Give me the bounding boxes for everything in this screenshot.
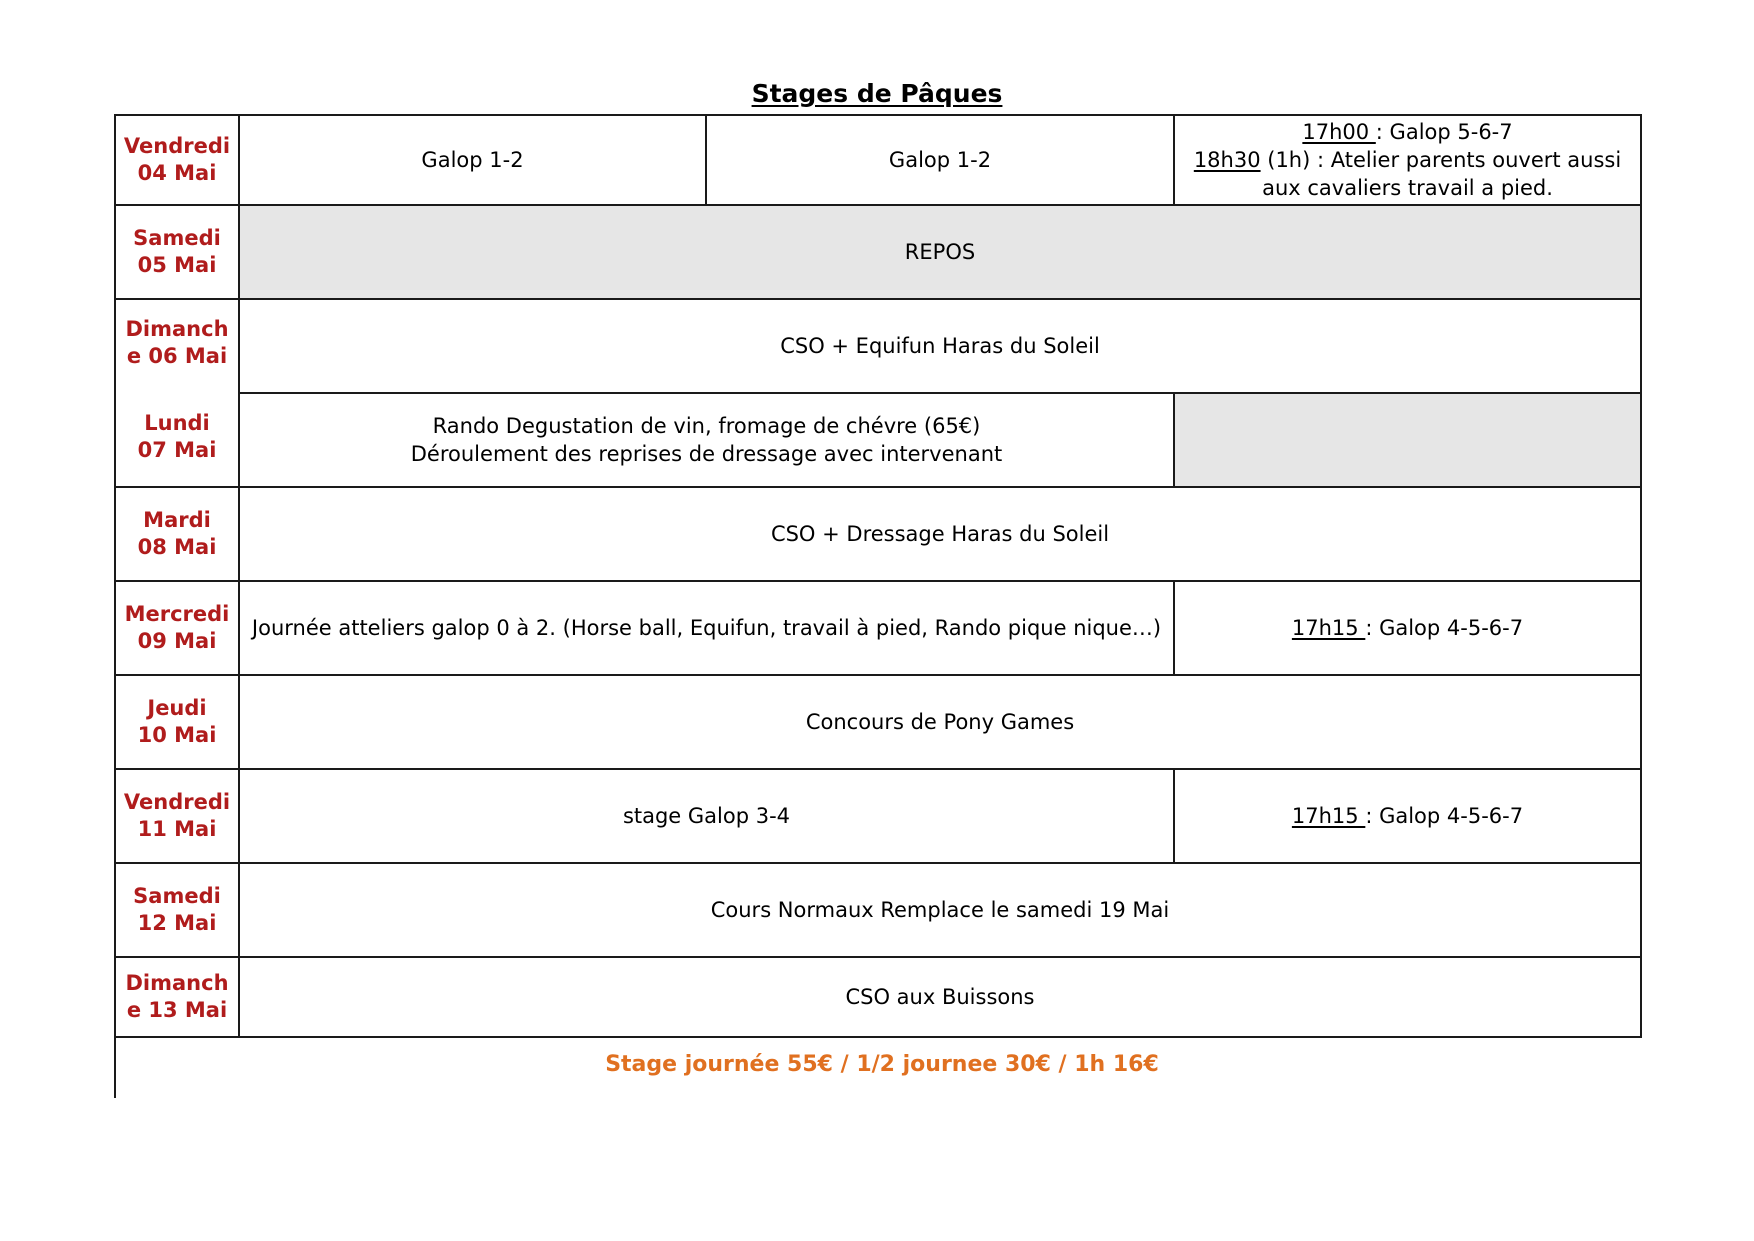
schedule-line (1292, 614, 1523, 642)
day-name: Vendredi (123, 134, 231, 158)
activity-text: : Galop 4-5-6-7 (1365, 616, 1524, 640)
activity-cell (238, 674, 1642, 770)
day-cell (114, 862, 240, 958)
day-cell (114, 114, 240, 206)
activity-text: : Galop 5-6-7 (1375, 120, 1513, 144)
activity-cell (238, 392, 1175, 488)
day-date: 09 Mai (137, 629, 217, 653)
day-name: Jeudi (147, 696, 207, 720)
activity-text: CSO + Dressage Haras du Soleil (770, 522, 1110, 546)
empty-grey-cell (1173, 392, 1642, 488)
day-cell (114, 580, 240, 676)
activity-cell (705, 114, 1175, 206)
schedule-line (1302, 118, 1512, 146)
day-group-bottom (116, 410, 238, 464)
activity-text: aux cavaliers travail a pied. (1262, 176, 1553, 200)
activity-text: : Galop 4-5-6-7 (1365, 804, 1524, 828)
activity-cell (238, 956, 1642, 1038)
day-date: 07 Mai (137, 438, 217, 462)
day-cell (114, 204, 240, 300)
activity-cell (238, 486, 1642, 582)
activity-cell (238, 862, 1642, 958)
day-cell (114, 674, 240, 770)
time-label: 17h15 (1291, 616, 1366, 640)
day-date: 05 Mai (137, 253, 217, 277)
activity-cell (238, 580, 1175, 676)
day-name: Dimanch (125, 317, 229, 341)
day-name: Samedi (133, 226, 221, 250)
day-date: 10 Mai (137, 723, 217, 747)
day-name: Mercredi (124, 602, 230, 626)
time-label: 17h00 (1302, 120, 1376, 144)
rest-cell (238, 204, 1642, 300)
activity-text: Journée atteliers galop 0 à 2. (Horse ball, Equifun, travail à pied, Rando pique nique…) (251, 616, 1162, 640)
activity-text: Déroulement des reprises de dressage avec intervenant (410, 442, 1003, 466)
activity-cell (1173, 580, 1642, 676)
day-cell (114, 956, 240, 1038)
day-date: 08 Mai (137, 535, 217, 559)
activity-text: stage Galop 3-4 (622, 804, 791, 828)
day-group-top (116, 316, 238, 370)
day-date: e 06 Mai (126, 344, 228, 368)
day-date: e 13 Mai (126, 998, 228, 1022)
day-name: Lundi (144, 411, 210, 435)
page-title: Stages de Pâques (751, 79, 1003, 108)
activity-cell (1173, 768, 1642, 864)
time-label: 18h30 (1193, 148, 1261, 172)
day-cell (114, 768, 240, 864)
day-cell (114, 298, 240, 488)
activity-text: CSO aux Buissons (845, 985, 1035, 1009)
day-name: Dimanch (125, 971, 229, 995)
activity-text: Cours Normaux Remplace le samedi 19 Mai (710, 898, 1170, 922)
day-name: Samedi (133, 884, 221, 908)
pricing-footer: Stage journée 55€ / 1/2 journee 30€ / 1h 16€ (605, 1052, 1159, 1077)
day-date: 11 Mai (137, 817, 217, 841)
time-label: 17h15 (1291, 804, 1366, 828)
activity-text: CSO + Equifun Haras du Soleil (780, 334, 1100, 358)
activity-text: REPOS (904, 240, 976, 264)
activity-cell (238, 114, 707, 206)
day-date: 04 Mai (137, 161, 217, 185)
activity-cell (238, 298, 1642, 394)
activity-cell (1173, 114, 1642, 206)
activity-text: Concours de Pony Games (805, 710, 1075, 734)
activity-text: Galop 1-2 (888, 148, 992, 172)
schedule-line (1194, 146, 1621, 174)
activity-text: (1h) : Atelier parents ouvert aussi (1260, 148, 1622, 172)
schedule-line (1292, 802, 1523, 830)
activity-text: Rando Degustation de vin, fromage de chévre (65€) (432, 414, 981, 438)
day-cell (114, 486, 240, 582)
activity-text: Galop 1-2 (421, 148, 524, 172)
day-date: 12 Mai (137, 911, 217, 935)
day-name: Mardi (143, 508, 211, 532)
activity-cell (238, 768, 1175, 864)
day-name: Vendredi (123, 790, 231, 814)
